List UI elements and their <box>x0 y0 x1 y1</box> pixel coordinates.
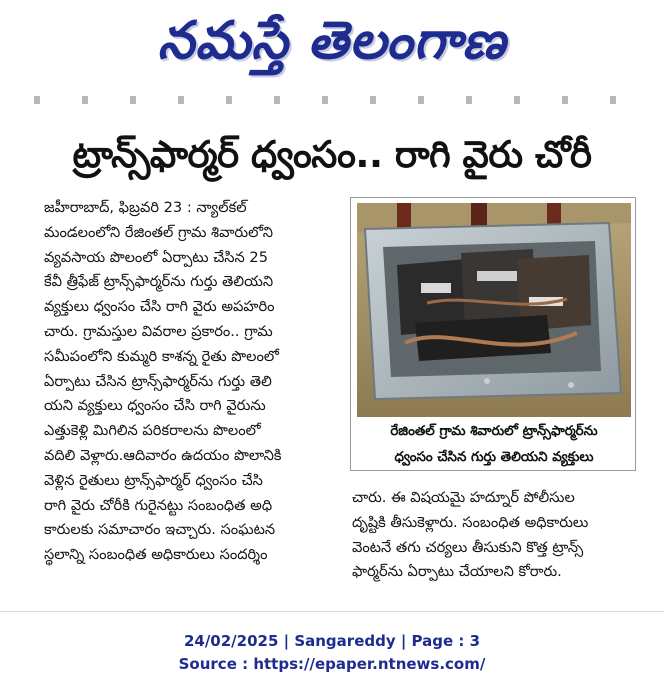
body-line: వదిలి వెళ్లారు.ఆదివారం ఉదయం పొలానికి <box>44 446 282 464</box>
photo-caption <box>351 419 637 473</box>
caption-line: రేజింతల్ గ్రామ శివారులో ట్రాన్స్‌ఫార్మర్‌ను <box>390 424 598 439</box>
body-line: దృష్టికి తీసుకెళ్లారు. సంబంధిత అధికారులు <box>352 513 589 531</box>
masthead-title: నమస్తే తెలంగాణ <box>157 10 507 71</box>
body-line: యని వ్యక్తులు ధ్వంసం చేసి రాగి వైరును <box>44 397 266 415</box>
body-line: వ్యక్తులు ధ్వంసం చేసి రాగి వైరు అపహరిం <box>44 298 275 316</box>
transformer-photo-image <box>357 203 631 417</box>
clipped-text-strip <box>34 96 630 104</box>
body-line: జహీరాబాద్, ఫిబ్రవరి 23 : న్యాల్‌కల్ <box>44 199 247 216</box>
footer-divider <box>0 611 664 612</box>
body-line: మండలంలోని రేజింతల్ గ్రామ శివారులోని <box>44 223 273 241</box>
article-photo <box>350 197 636 471</box>
edition-info: 24/02/2025 | Sangareddy | Page : 3 <box>183 632 481 650</box>
body-line: ఫార్మర్‌ను ఏర్పాటు చేయాలని కోరారు. <box>352 563 562 581</box>
body-line: కేవీ త్రీఫేజ్ ట్రాన్స్‌ఫార్మర్‌ను గుర్తు తెలియని <box>44 273 274 291</box>
body-line: కారులకు సమాచారం ఇచ్చారు. సంఘటన <box>44 521 276 539</box>
body-line: ఎత్తుకెళ్లి మిగిలిన పరికరాలను పొలంలో <box>44 422 261 440</box>
body-line: రాగి వైరు చోరీకి గురైనట్టు సంబంధిత అధి <box>44 496 273 514</box>
article-right-column <box>352 486 636 585</box>
body-line: స్థలాన్ని సంబంధిత అధికారులు సందర్శిం <box>44 546 268 564</box>
body-line: చారు. ఈ విషయమై హద్నూర్ పోలీసుల <box>352 489 575 506</box>
source-link[interactable]: Source : https://epaper.ntnews.com/ <box>178 655 486 673</box>
body-line: ఏర్పాటు చేసిన ట్రాన్స్‌ఫార్మర్‌ను గుర్తు తెలి <box>44 372 272 390</box>
body-line: వ్యవసాయ పొలంలో ఏర్పాటు చేసిన 25 <box>44 248 268 266</box>
body-line: చారు. గ్రామస్తుల వివరాల ప్రకారం.. గ్రామ <box>44 322 273 340</box>
article-left-column <box>44 196 340 568</box>
body-line: వెంటనే తగు చర్యలు తీసుకుని కొత్త ట్రాన్స్ <box>352 538 584 556</box>
body-line: వెళ్లిన రైతులు ట్రాన్స్‌ఫార్మర్ ధ్వంసం చేసి <box>44 471 263 489</box>
body-line: సమీపంలోని కుమ్మరి కాశన్న రైతు పొలంలో <box>44 347 279 365</box>
article-headline: ట్రాన్స్‌ఫార్మర్ ధ్వంసం.. రాగి వైరు చోరీ <box>72 133 592 176</box>
caption-line: ధ్వంసం చేసిన గుర్తు తెలియని వ్యక్తులు <box>394 450 594 465</box>
